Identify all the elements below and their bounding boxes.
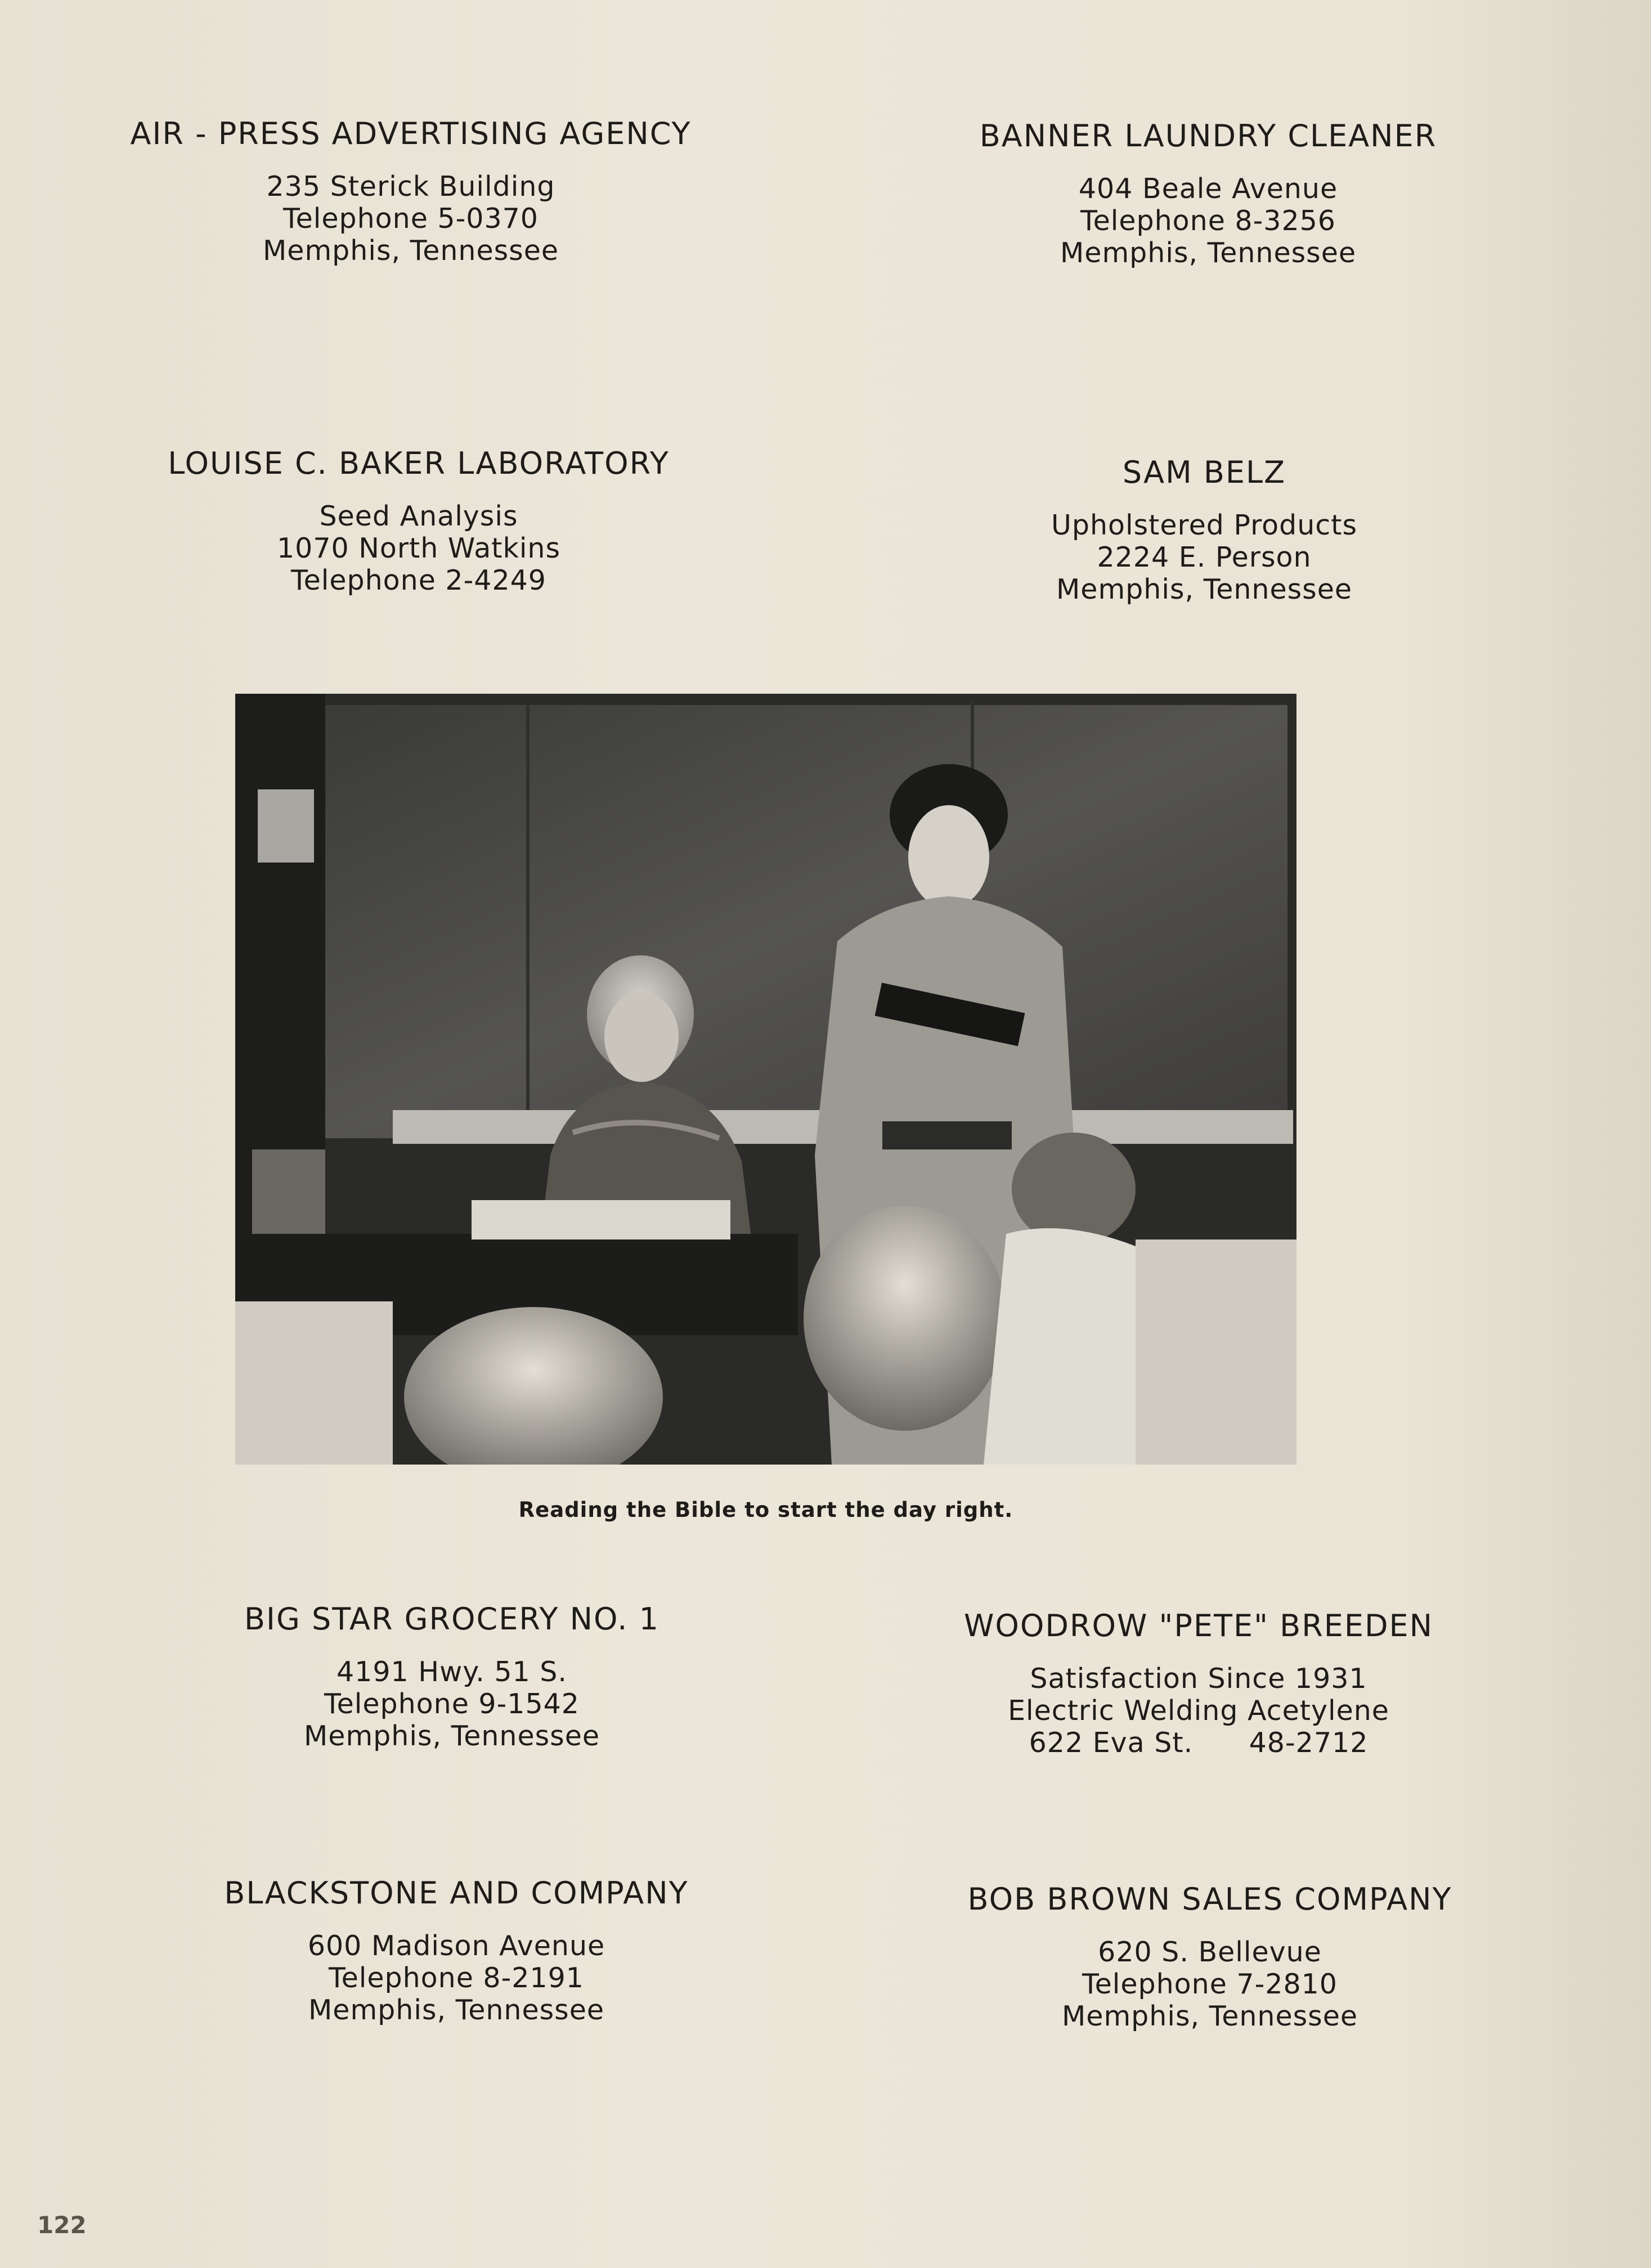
ad-business-name: LOUISE C. BAKER LABORATORY xyxy=(168,446,670,481)
ad-business-name: BOB BROWN SALES COMPANY xyxy=(967,1881,1452,1917)
ad-business-name: BIG STAR GROCERY NO. 1 xyxy=(244,1601,659,1637)
ad-line: 600 Madison Avenue xyxy=(307,1930,605,1962)
ad-sam-belz xyxy=(895,455,1514,605)
ad-line: 4191 Hwy. 51 S. xyxy=(337,1656,567,1688)
ad-business-name: BLACKSTONE AND COMPANY xyxy=(224,1875,689,1911)
ad-blackstone-and-company xyxy=(147,1875,766,2026)
ad-line: Telephone 2-4249 xyxy=(291,564,546,596)
ad-line: Seed Analysis xyxy=(319,500,518,532)
ad-line: 235 Sterick Building xyxy=(266,170,555,203)
ad-line: 1070 North Watkins xyxy=(276,532,561,564)
ad-line: Memphis, Tennessee xyxy=(1062,2000,1358,2032)
ad-banner-laundry-cleaner xyxy=(899,118,1518,269)
ad-line: 622 Eva St. 48-2712 xyxy=(1029,1727,1369,1759)
ad-line: Upholstered Products xyxy=(1051,509,1357,541)
ad-business-name: BANNER LAUNDRY CLEANER xyxy=(979,118,1437,154)
ad-business-name: WOODROW "PETE" BREEDEN xyxy=(963,1608,1434,1643)
ad-line: Telephone 8-3256 xyxy=(1080,205,1336,237)
ad-line: Telephone 9-1542 xyxy=(324,1688,580,1720)
ad-air-press-advertising-agency xyxy=(101,116,720,267)
ad-line: Memphis, Tennessee xyxy=(1056,573,1352,605)
ad-business-name: SAM BELZ xyxy=(1122,455,1286,490)
ad-big-star-grocery xyxy=(142,1601,761,1752)
ad-line: Memphis, Tennessee xyxy=(263,235,559,267)
ad-line: Memphis, Tennessee xyxy=(1060,237,1356,269)
ad-line: 620 S. Bellevue xyxy=(1098,1936,1322,1968)
ad-business-name: AIR - PRESS ADVERTISING AGENCY xyxy=(130,116,692,151)
ad-line: 2224 E. Person xyxy=(1097,541,1312,573)
ad-line: Electric Welding Acetylene xyxy=(1008,1695,1389,1727)
ad-bob-brown-sales-company xyxy=(900,1881,1519,2032)
ad-line: Memphis, Tennessee xyxy=(308,1994,604,2026)
ad-line: Satisfaction Since 1931 xyxy=(1030,1663,1367,1695)
ad-louise-c-baker-laboratory xyxy=(109,446,728,596)
ad-line: Memphis, Tennessee xyxy=(304,1720,600,1752)
ad-line: Telephone 8-2191 xyxy=(329,1962,584,1994)
page-number: 122 xyxy=(37,2211,87,2239)
ad-line: Telephone 5-0370 xyxy=(283,203,539,235)
classroom-photo xyxy=(235,694,1296,1465)
ad-line: 404 Beale Avenue xyxy=(1078,173,1338,205)
photo-caption: Reading the Bible to start the day right. xyxy=(518,1498,1013,1522)
ad-line: Telephone 7-2810 xyxy=(1082,1968,1338,2000)
ad-woodrow-pete-breeden xyxy=(889,1608,1508,1759)
